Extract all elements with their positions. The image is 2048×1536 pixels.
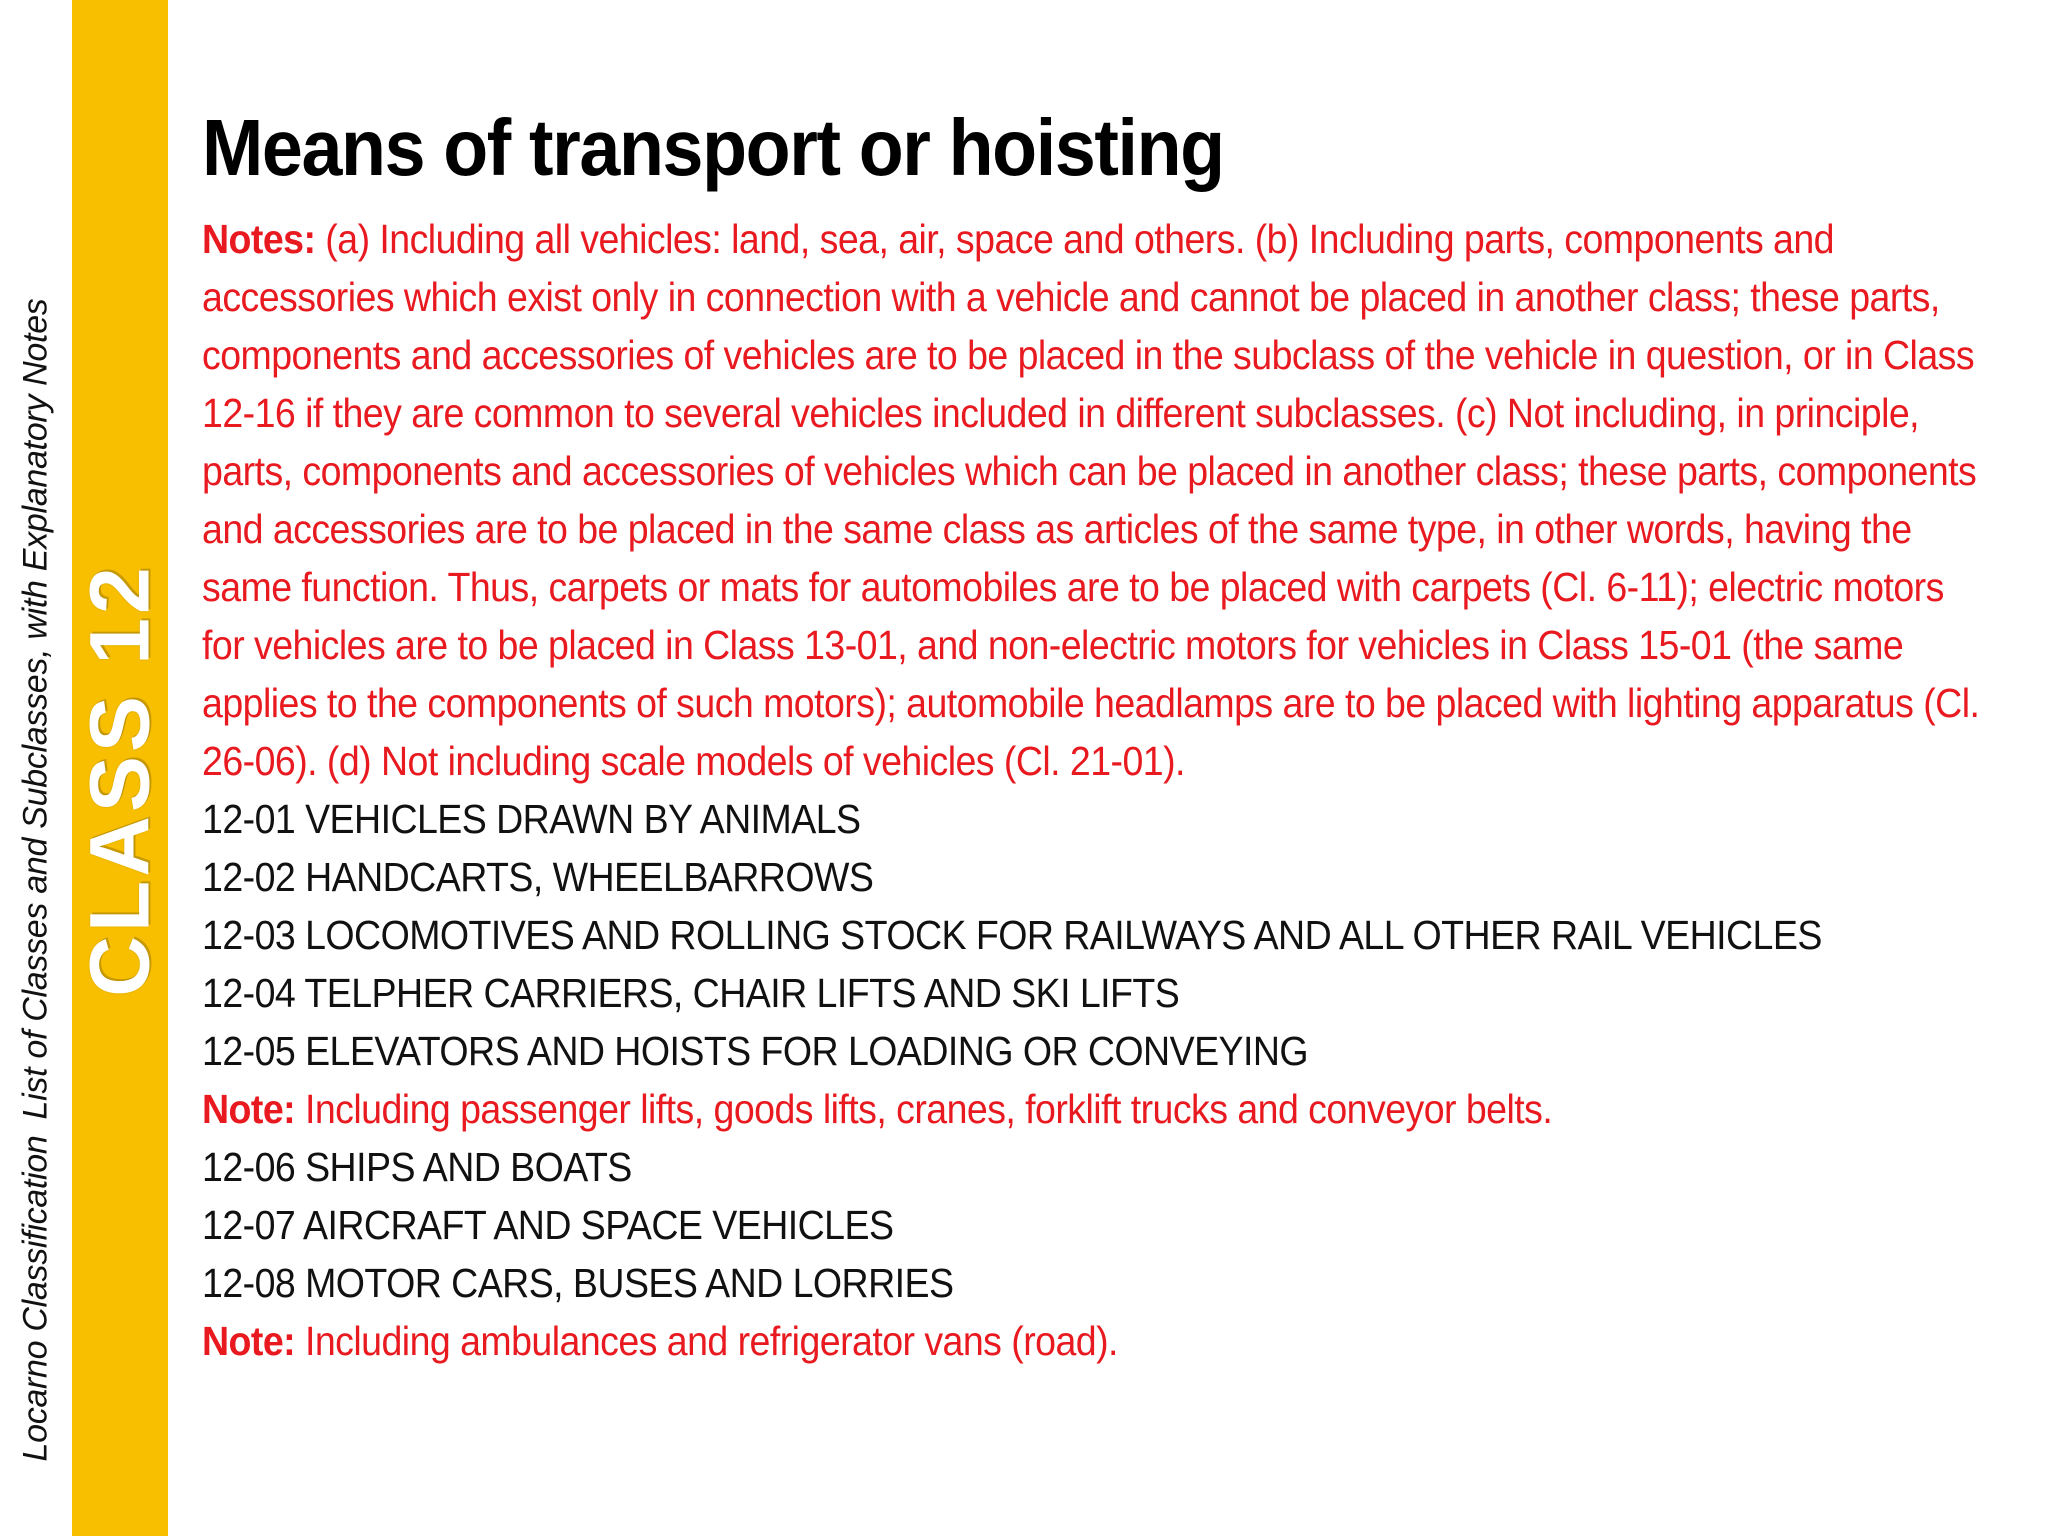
note-label: Note: (202, 1318, 296, 1364)
subclass-item: 12-01 VEHICLES DRAWN BY ANIMALS (202, 796, 861, 842)
subclass-item: 12-08 MOTOR CARS, BUSES AND LORRIES (202, 1260, 954, 1306)
subclass-item: 12-02 HANDCARTS, WHEELBARROWS (202, 854, 874, 900)
subclass-item: 12-04 TELPHER CARRIERS, CHAIR LIFTS AND SKI LIFTS (202, 970, 1180, 1016)
caption-subtitle: List of Classes and Subclasses, with Explanatory Notes (16, 298, 55, 1120)
subclass-item: 12-07 AIRCRAFT AND SPACE VEHICLES (202, 1202, 894, 1248)
subclass-note (202, 1312, 1995, 1370)
note-text: Including ambulances and refrigerator vans (road). (304, 1318, 1118, 1364)
page-title: Means of transport or hoisting (202, 103, 1224, 192)
side-caption (0, 0, 72, 1536)
class-notes (202, 210, 1995, 790)
caption-brand: Locarno Classification (16, 1135, 55, 1462)
class-label: CLASS 12 (72, 563, 167, 997)
notes-text: (a) Including all vehicles: land, sea, air, space and others. (b) Including parts, components and accessories which exist only in connection with a vehicle and cannot be placed in another class; these parts, components and accessories of vehicles are to be placed in the subclass of the vehicle in question, or in Class 12-16 if they are common to several vehicles included in different subclasses. (c) Not including, in principle, parts, components and accessories of vehicles which can be placed in another class; these parts, components and accessories are to be placed in the same class as articles of the same type, in other words, having the same function. Thus, carpets or mats for automobiles are to be placed with carpets (Cl. 6-11); electric motors for vehicles are to be placed in Class 13-01, and non-electric motors for vehicles in Class 15-01 (the same applies to the components of such motors); automobile headlamps are to be placed with lighting apparatus (Cl. 26-06). (d) Not including scale models of vehicles (Cl. 21-01). (202, 216, 1980, 784)
note-label: Note: (202, 1086, 296, 1132)
notes-label: Notes: (202, 216, 316, 262)
main-content (202, 100, 2002, 1370)
subclass-item: 12-03 LOCOMOTIVES AND ROLLING STOCK FOR RAILWAYS AND ALL OTHER RAIL VEHICLES (202, 912, 1822, 958)
note-text: Including passenger lifts, goods lifts, cranes, forklift trucks and conveyor belts. (304, 1086, 1553, 1132)
side-caption-text (17, 299, 56, 1462)
subclass-item: 12-05 ELEVATORS AND HOISTS FOR LOADING OR CONVEYING (202, 1028, 1309, 1074)
subclass-list (202, 790, 1995, 1370)
subclass-item: 12-06 SHIPS AND BOATS (202, 1144, 632, 1190)
subclass-note (202, 1080, 1995, 1138)
class-band (72, 0, 168, 1536)
